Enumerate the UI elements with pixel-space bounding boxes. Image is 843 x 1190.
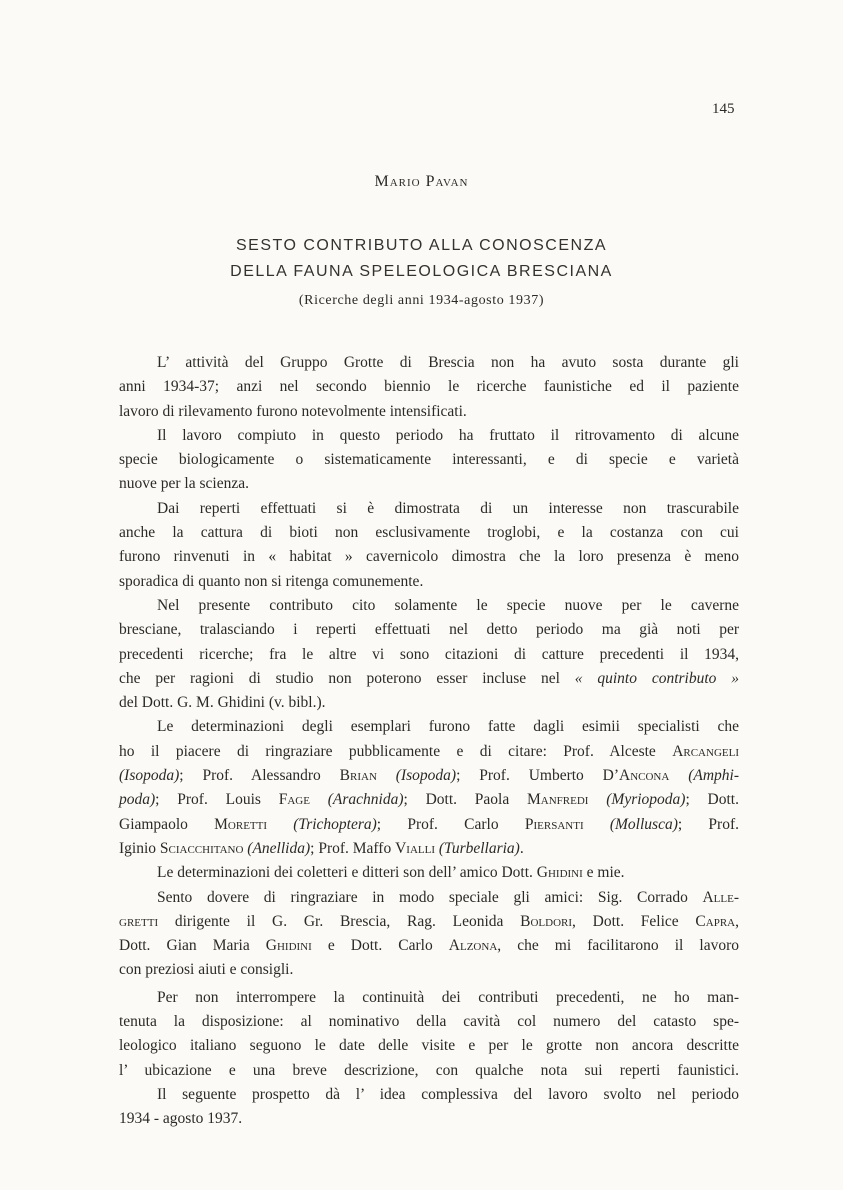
body-text: e Dott. Carlo xyxy=(311,937,449,955)
body-text: Sento dovere di ringraziare in modo speciale gli amici: Sig. Corrado xyxy=(157,888,703,906)
article-title xyxy=(0,233,843,285)
taxon-name: (Isopoda) xyxy=(119,767,180,785)
body-text: ; Dott. Paola xyxy=(403,791,528,809)
body-text: dirigente il G. Gr. Brescia, Rag. Leonida xyxy=(158,912,521,930)
body-line: L’ attività del Gruppo Grotte di Brescia non ha avuto sosta durante gli xyxy=(157,354,739,371)
body-line: l’ ubicazione e una breve descrizione, con qualche nota sui reperti faunistici. xyxy=(119,1061,739,1079)
body-text: ; Prof. Carlo xyxy=(376,815,525,833)
body-line: tenuta la disposizione: al nominativo della cavità col numero del catasto spe- xyxy=(119,1013,739,1031)
specialist-name: Manfredi xyxy=(527,791,589,809)
body-text: Iginio xyxy=(119,839,160,857)
specialist-name: Ancona xyxy=(619,767,670,785)
body-line: lavoro di rilevamento furono notevolmente intensificati. xyxy=(119,402,467,420)
taxon-name: (Anellida) xyxy=(243,839,311,857)
taxon-name: (Arachnida) xyxy=(309,791,404,809)
body-line: Il seguente prospetto dà l’ idea complessiva del lavoro svolto nel periodo xyxy=(157,1085,739,1103)
body-text: ; Prof. Maffo xyxy=(310,839,396,857)
body-line xyxy=(119,813,739,837)
article-body xyxy=(119,351,739,1132)
body-text: Le determinazioni dei coletteri e ditteri son dell’ amico Dott. xyxy=(157,864,537,882)
cited-title: « quinto contributo » xyxy=(574,669,739,687)
body-line: Dai reperti effettuati si è dimostrata di un interesse non trascurabile xyxy=(157,499,739,517)
body-line: precedenti ricerche; fra le altre vi sono citazioni di catture precedenti il 1934, xyxy=(119,645,739,663)
body-line xyxy=(119,934,739,958)
body-line xyxy=(119,886,739,910)
body-line xyxy=(119,910,739,934)
taxon-name: (Myriopoda) xyxy=(588,791,686,809)
body-text: Giampaolo xyxy=(119,815,215,833)
person-name: Capra xyxy=(695,912,736,930)
body-text: . xyxy=(519,839,524,857)
body-line: specie biologicamente o sistematicamente interessanti, e di specie e varietà xyxy=(119,451,739,469)
body-line: sporadica di quanto non si ritenga comunemente. xyxy=(119,572,424,590)
body-line: bresciane, tralasciando i reperti effettuati nel detto periodo ma già noti per xyxy=(119,621,739,639)
body-text: ; Prof. xyxy=(677,815,740,833)
body-line: furono rinvenuti in « habitat » cavernicolo dimostra che la loro presenza è meno xyxy=(119,548,739,566)
specialist-name: Arcangeli xyxy=(672,742,739,760)
body-text: ; Prof. Louis xyxy=(155,791,279,809)
body-line: leologico italiano seguono le date delle visite e per le grotte non ancora descritte xyxy=(119,1037,739,1055)
specialist-name: Brian xyxy=(339,767,377,785)
title-line-2: DELLA FAUNA SPELEOLOGICA BRESCIANA xyxy=(230,263,613,280)
body-line: Il lavoro compiuto in questo periodo ha fruttato il ritrovamento di alcune xyxy=(157,426,739,444)
specialist-name: Vialli xyxy=(395,839,436,857)
page-number: 145 xyxy=(712,101,735,117)
body-text: e mie. xyxy=(582,864,625,882)
body-line: con preziosi aiuti e consigli. xyxy=(119,961,294,979)
person-name: Alle- xyxy=(702,888,739,906)
body-text: ; Prof. Umberto D’ xyxy=(456,767,620,785)
person-name: Alzona xyxy=(448,937,498,955)
body-line: Le determinazioni degli esemplari furono fatte dagli esimii specialisti che xyxy=(157,718,739,736)
person-name: Ghidini xyxy=(265,937,312,955)
taxon-name: (Trichoptera) xyxy=(267,815,377,833)
taxon-name: (Amphi- xyxy=(669,767,739,785)
article-subtitle: (Ricerche degli anni 1934-agosto 1937) xyxy=(298,293,545,308)
body-line: anche la cattura di bioti non esclusivamente troglobi, e la costanza con cui xyxy=(119,524,739,542)
body-line: del Dott. G. M. Ghidini (v. bibl.). xyxy=(119,694,326,712)
body-line xyxy=(119,667,739,691)
body-line: Per non interrompere la continuità dei contributi precedenti, ne ho man- xyxy=(157,988,739,1006)
body-line xyxy=(119,861,739,885)
body-text: Dott. Gian Maria xyxy=(119,937,266,955)
person-name: gretti xyxy=(119,912,159,930)
body-line xyxy=(119,837,739,861)
body-line: anni 1934-37; anzi nel secondo biennio le ricerche faunistiche ed il paziente xyxy=(119,378,739,396)
taxon-name: (Mollusca) xyxy=(583,815,678,833)
body-line: Nel presente contributo cito solamente le specie nuove per le caverne xyxy=(157,596,739,614)
body-text: che per ragioni di studio non poterono esser incluse nel xyxy=(119,669,575,687)
body-line xyxy=(119,764,739,788)
specialist-name: Sciacchitano xyxy=(159,839,244,857)
body-text: ho il piacere di ringraziare pubblicamente e di citare: Prof. Alceste xyxy=(119,742,656,760)
specialist-name: Moretti xyxy=(214,815,268,833)
taxon-name: (Turbellaria) xyxy=(435,839,520,857)
body-text: , che mi facilitarono il lavoro xyxy=(497,937,739,955)
specialist-name: Piersanti xyxy=(524,815,584,833)
specialist-name: Fage xyxy=(278,791,310,809)
body-line: 1934 - agosto 1937. xyxy=(119,1110,243,1128)
specialist-name: Ghidini xyxy=(536,864,583,882)
body-line xyxy=(119,788,739,812)
body-line xyxy=(119,740,739,764)
author-name: Mario Pavan xyxy=(374,173,469,190)
body-text: ; Dott. xyxy=(685,791,739,809)
body-text: , xyxy=(735,912,739,930)
taxon-name: (Isopoda) xyxy=(376,767,457,785)
taxon-name: poda) xyxy=(119,791,156,809)
body-text: , Dott. Felice xyxy=(572,912,696,930)
person-name: Boldori xyxy=(520,912,573,930)
body-line: nuove per la scienza. xyxy=(119,475,249,493)
title-line-1: SESTO CONTRIBUTO ALLA CONOSCENZA xyxy=(235,237,608,254)
body-text: ; Prof. Alessandro xyxy=(179,767,340,785)
